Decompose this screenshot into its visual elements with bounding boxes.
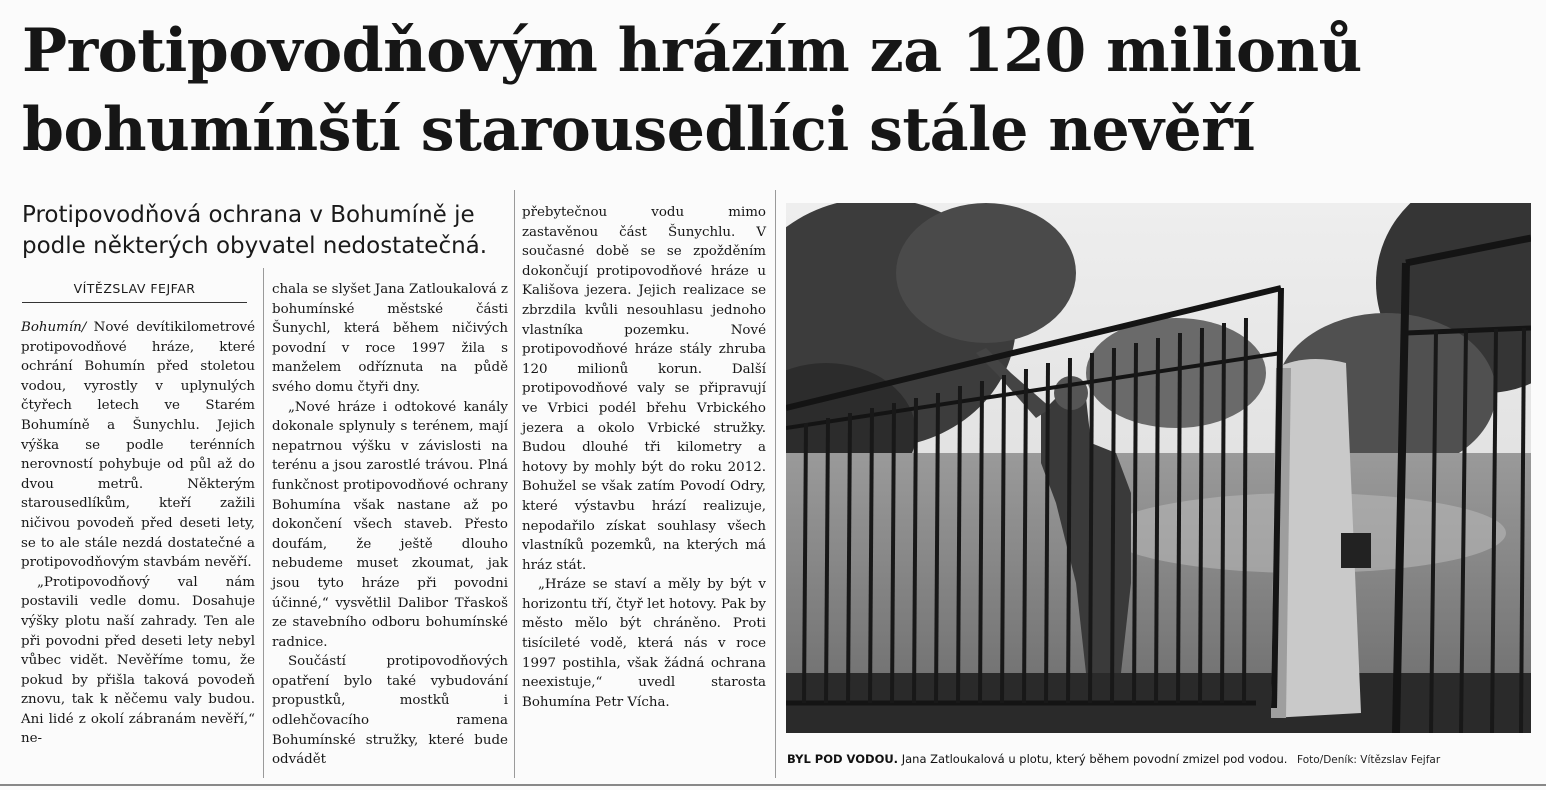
author-byline: VÍTĚZSLAV FEJFAR	[73, 281, 196, 296]
article-column-3	[522, 203, 766, 712]
paragraph: „Protipovodňový val nám postavili vedle domu. Dosahuje výšky plotu naší zahrady. Ten ale při povodni před deseti lety nebyl vůbec vidět. Nevěříme tomu, že pokud by přišla taková povodeň znovu, tak k něčemu valy budou. Ani lidé z okolí zábranám nevěří,“ ne-	[21, 574, 255, 747]
article-lead	[22, 200, 522, 262]
paragraph	[21, 318, 255, 573]
paragraph: přebytečnou vodu mimo zastavěnou část Šunychlu. V současné době se se zpožděním dokončují protipovodňové hráze u Kališova jezera. Jejich realizace se zbrzdila kvůli nesouhlasu jednoho vlastníka pozemku. Nové protipovodňové hráze stály zhruba 120 milionů korun. Další protipovodňové valy se připravují ve Vrbici podél břehu Vrbického jezera a okolo Vrbické stružky. Budou dlouhé tři kilometry a hotovy by mohly být do roku 2012. Bohužel se však zatím Povodí Odry, které výstavbu hrází realizuje, nepodařilo získat souhlasy všech vlastníků pozemků, na kterých má hráz stát.	[522, 205, 766, 573]
column-divider-2	[514, 190, 515, 778]
paragraph: Součástí protipovodňových opatření bylo také vybudování propustků, mostků i odlehčovacího ramena Bohumínské stružky, které bude odvádět	[272, 654, 508, 768]
paragraph: „Nové hráze i odtokové kanály dokonale splynuly s terénem, mají nepatrnou výšku v závislosti na terénu a jsou zarostlé trávou. Plná funkčnost protipovodňové ochrany Bohumína však nastane až po dokončení všech staveb. Přesto doufám, že ještě dlouho nebudeme muset zkoumat, jak jsou tyto hráze při povodni účinné,“ vysvětlil Dalibor Třaskoš ze stavebního odboru bohumínské radnice.	[272, 399, 508, 650]
caption-text: Jana Zatloukalová u plotu, který během povodní zmizel pod vodou.	[901, 752, 1288, 766]
page-bottom-rule	[0, 784, 1546, 786]
paragraph: chala se slyšet Jana Zatloukalová z bohumínské městské části Šunychl, která během ničivých povodní v roce 1997 žila s manželem odříznuta na půdě svého domu čtyři dny.	[272, 282, 508, 395]
caption-kicker: BYL POD VODOU.	[787, 752, 899, 766]
photo-fence-woman	[786, 203, 1531, 733]
lead-line-2: podle některých obyvatel nedostatečná.	[22, 233, 488, 259]
headline-line-2: bohumínští starousedlíci stále nevěří	[22, 95, 1255, 165]
article-column-1	[21, 318, 255, 749]
paragraph-text: Nové devítikilometrové protipovodňové hráze, které ochrání Bohumín před stoletou vodou, vyrostly v uplynulých čtyřech letech ve Starém Bohumíně a Šunychlu. Jejich výška se podle terénních nerovností pohybuje od půl až do dvou metrů. Některým starousedlíkům, kteří zažili ničivou povodeň před deseti lety, se to ale stále nezdá dostatečné a protipovodňovým stavbám nevěří.	[21, 320, 255, 571]
column-divider-1	[263, 268, 264, 778]
paragraph: „Hráze se staví a měly by být v horizontu tří, čtyř let hotovy. Pak by město mělo být chráněno. Proti tisícileté vodě, která nás v roce 1997 postihla, však žádná ochrana neexistuje,“ uvedl starosta Bohumína Petr Vícha.	[522, 577, 766, 710]
headline-line-1: Protipovodňovým hrázím za 120 milionů	[22, 16, 1362, 86]
column-divider-3	[775, 190, 776, 778]
photo-credit: Foto/Deník: Vítězslav Fejfar	[1297, 754, 1441, 766]
photo-caption	[787, 752, 1531, 766]
article-column-2	[272, 280, 508, 770]
lead-line-1: Protipovodňová ochrana v Bohumíně je	[22, 202, 475, 228]
dateline: Bohumín/	[21, 320, 87, 335]
article-photo	[786, 203, 1531, 733]
article-headline	[22, 12, 1532, 170]
byline-divider	[22, 302, 247, 303]
